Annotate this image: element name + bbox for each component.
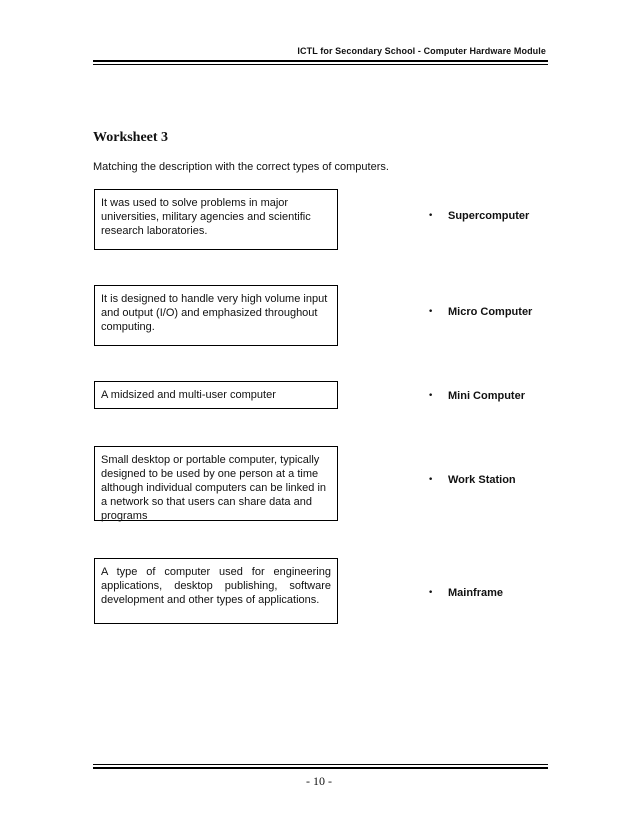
computer-type-label: Work Station: [448, 474, 516, 486]
description-text: A midsized and multi-user computer: [101, 389, 276, 401]
computer-type-label: Micro Computer: [448, 306, 533, 318]
footer-divider-thin: [93, 764, 548, 765]
page-number: - 10 -: [306, 774, 332, 788]
worksheet-title: Worksheet 3: [93, 130, 169, 145]
description-box-4: [94, 446, 338, 521]
computer-type-item-4: [428, 474, 516, 486]
bullet-icon: •: [428, 211, 434, 221]
bullet-icon: •: [428, 307, 434, 317]
description-text: It is designed to handle very high volume input and output (I/O) and emphasized throughout computing.: [101, 293, 328, 333]
footer-divider-thick: [93, 767, 548, 769]
description-text: A type of computer used for engineering applications, desktop publishing, software development and other types of applications.: [101, 566, 331, 606]
bullet-icon: •: [428, 391, 434, 401]
computer-type-label: Mini Computer: [448, 390, 525, 402]
computer-type-label: Mainframe: [448, 587, 504, 599]
header-divider-thin: [93, 64, 548, 65]
computer-type-item-5: [428, 587, 503, 599]
module-header: ICTL for Secondary School - Computer Hardware Module: [297, 46, 546, 56]
computer-type-item-2: [428, 306, 532, 318]
description-box-3: [94, 381, 338, 409]
bullet-icon: •: [428, 475, 434, 485]
computer-type-label: Supercomputer: [448, 210, 530, 222]
computer-type-item-1: [428, 210, 529, 222]
description-text: Small desktop or portable computer, typically designed to be used by one person at a time although individual computers can be linked in a network so that users can share data and programs: [101, 454, 327, 522]
description-text: It was used to solve problems in major universities, military agencies and scientific research laboratories.: [101, 197, 311, 237]
worksheet-instruction: Matching the description with the correct types of computers.: [93, 161, 389, 173]
description-box-1: [94, 189, 338, 250]
bullet-icon: •: [428, 588, 434, 598]
description-box-2: [94, 285, 338, 346]
header-divider-thick: [93, 60, 548, 62]
description-box-5: [94, 558, 338, 624]
computer-type-item-3: [428, 390, 525, 402]
